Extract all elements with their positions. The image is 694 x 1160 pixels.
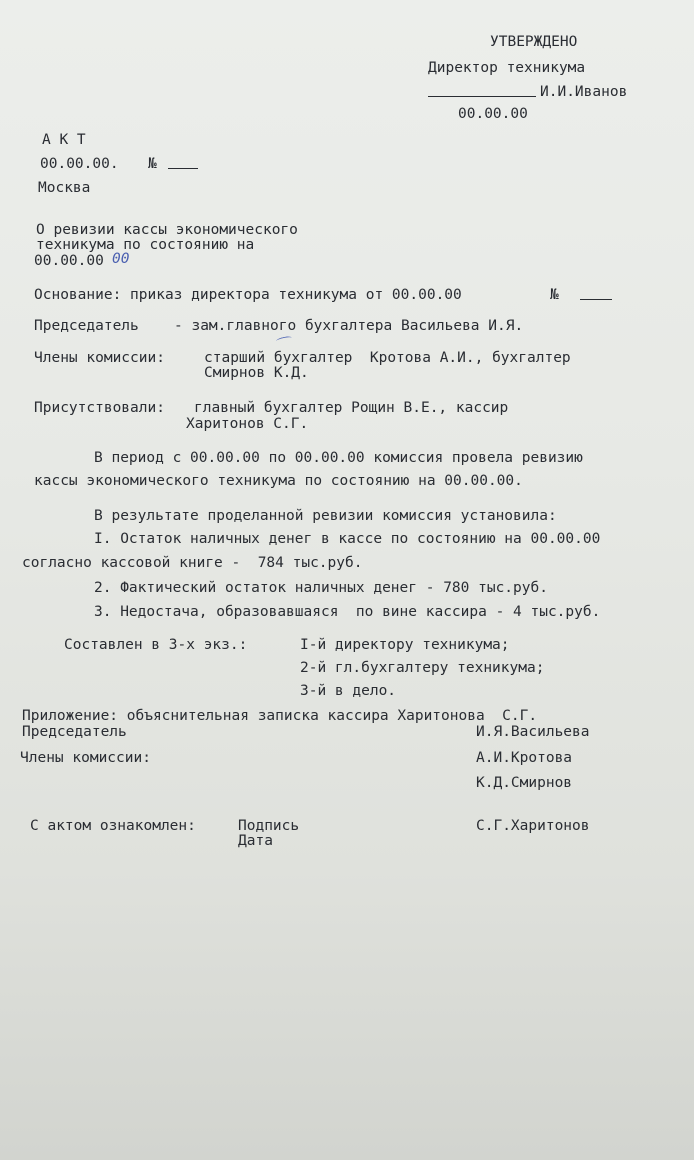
present-line-1: главный бухгалтер Рощин В.Е., кассир bbox=[194, 400, 509, 416]
act-number-blank-line bbox=[168, 156, 198, 173]
present-label: Присутствовали: bbox=[34, 400, 165, 416]
basis-number-mark: № bbox=[550, 287, 559, 303]
members-line-2: Смирнов К.Д. bbox=[204, 365, 309, 381]
present-line-2: Харитонов С.Г. bbox=[186, 416, 309, 432]
members-line-1: старший бухгалтер Кротова А.И., бухгалтер bbox=[204, 350, 571, 366]
para2-item3: 3. Недостача, образовавшаяся по вине кассира - 4 тыс.руб. bbox=[94, 604, 601, 620]
para2-item2: 2. Фактический остаток наличных денег - 780 тыс.руб. bbox=[94, 580, 548, 596]
act-number-mark: № bbox=[148, 156, 157, 172]
subject-line-2: техникума по состоянию на bbox=[36, 237, 255, 253]
para2-item1-line-1: I. Остаток наличных денег в кассе по состоянию на 00.00.00 bbox=[94, 531, 601, 547]
act-city: Москва bbox=[38, 180, 91, 196]
subject-date: 00.00.00 bbox=[34, 253, 104, 269]
copies-item-3: 3-й в дело. bbox=[300, 683, 397, 699]
signature-chairman-label: Председатель bbox=[22, 724, 127, 740]
signature-member-2: К.Д.Смирнов bbox=[476, 775, 573, 791]
acknowledgement-label: С актом ознакомлен: bbox=[30, 818, 196, 834]
subject-date-handwritten: 00 bbox=[112, 251, 130, 267]
acknowledgement-date: Дата bbox=[238, 833, 273, 849]
approval-position: Директор техникума bbox=[428, 60, 586, 76]
para2-item1-line-2: согласно кассовой книге - 784 тыс.руб. bbox=[22, 555, 363, 571]
act-date: 00.00.00. bbox=[40, 156, 119, 172]
approval-heading: УТВЕРЖДЕНО bbox=[490, 34, 578, 50]
basis-number-blank-line bbox=[580, 287, 612, 304]
signature-chairman-name: И.Я.Васильева bbox=[476, 724, 590, 740]
para2-intro: В результате проделанной ревизии комиссия установила: bbox=[94, 508, 557, 524]
members-label: Члены комиссии: bbox=[34, 350, 165, 366]
basis-number-blank bbox=[580, 287, 612, 300]
approval-signatory: И.И.Иванов bbox=[540, 84, 628, 100]
approval-date: 00.00.00 bbox=[458, 106, 528, 122]
signature-member-1: А.И.Кротова bbox=[476, 750, 573, 766]
attachment-text: Приложение: объяснительная записка кассира Харитонова С.Г. bbox=[22, 708, 538, 724]
pen-tick-mark bbox=[276, 335, 293, 343]
copies-item-2: 2-й гл.бухгалтеру техникума; bbox=[300, 660, 545, 676]
basis-text: Основание: приказ директора техникума от 00.00.00 bbox=[34, 287, 462, 303]
signature-members-label: Члены комиссии: bbox=[20, 750, 151, 766]
copies-label: Составлен в 3-х экз.: bbox=[64, 637, 248, 653]
para1-line-1: В период с 00.00.00 по 00.00.00 комиссия провела ревизию bbox=[94, 450, 583, 466]
subject-line-1: О ревизии кассы экономического bbox=[36, 222, 298, 238]
acknowledgement-signature: Подпись bbox=[238, 818, 300, 834]
acknowledgement-name: С.Г.Харитонов bbox=[476, 818, 590, 834]
act-title: А К Т bbox=[42, 132, 86, 148]
approval-signature-line bbox=[428, 84, 536, 101]
copies-item-1: I-й директору техникума; bbox=[300, 637, 510, 653]
chairman-text: - зам.главного бухгалтера Васильева И.Я. bbox=[174, 318, 524, 334]
signature-blank bbox=[428, 84, 536, 97]
chairman-label: Председатель bbox=[34, 318, 139, 334]
number-blank bbox=[168, 156, 198, 169]
para1-line-2: кассы экономического техникума по состоянию на 00.00.00. bbox=[34, 473, 523, 489]
